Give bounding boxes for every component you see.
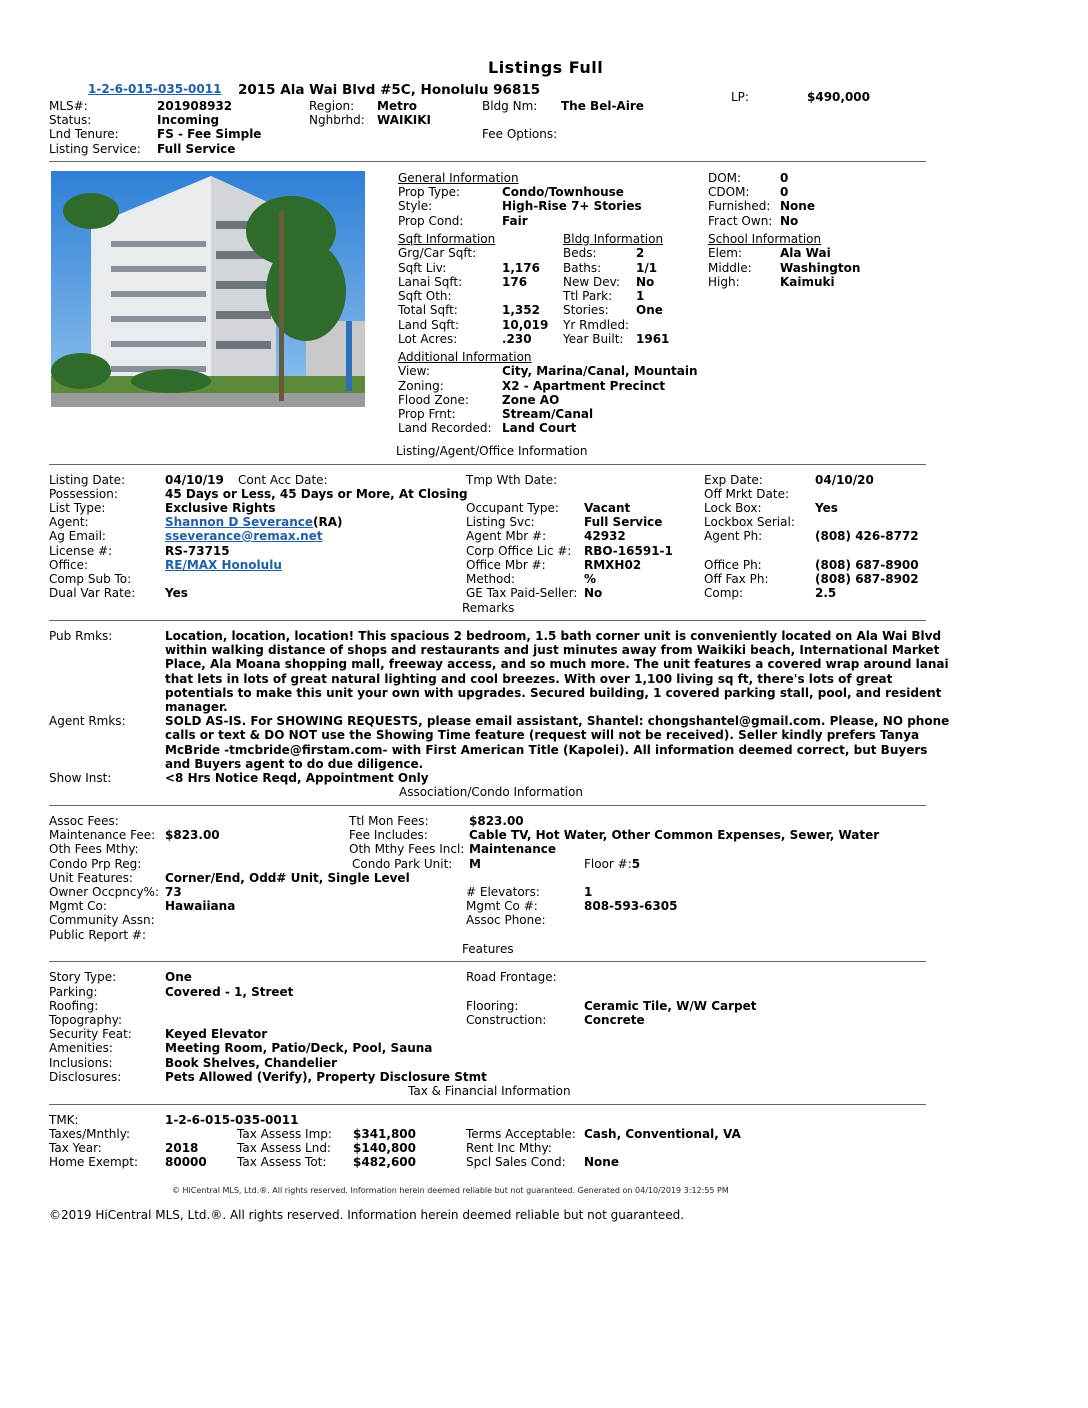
possession-label: Possession:: [49, 487, 118, 501]
comp-label: Comp:: [704, 586, 744, 600]
high-label: High:: [708, 275, 740, 289]
list-type-value: Exclusive Rights: [165, 501, 276, 515]
lock-box-value: Yes: [815, 501, 838, 515]
office-label: Office:: [49, 558, 89, 572]
condo-prp-reg-label: Condo Prp Reg:: [49, 857, 142, 871]
land-recorded-value: Land Court: [502, 421, 577, 435]
agent-ph-value: (808) 426-8772: [815, 529, 919, 543]
tax-year-value: 2018: [165, 1141, 199, 1155]
view-value: City, Marina/Canal, Mountain: [502, 364, 698, 378]
ttl-mon-fees-label: Ttl Mon Fees:: [349, 814, 429, 828]
disclosures-value: Pets Allowed (Verify), Property Disclosure Stmt: [165, 1070, 487, 1084]
year-built-label: Year Built:: [563, 332, 624, 346]
owner-occpncy-value: 73: [165, 885, 182, 899]
land-sqft-label: Land Sqft:: [398, 318, 460, 332]
tmk-link[interactable]: 1-2-6-015-035-0011: [88, 82, 222, 96]
story-type-value: One: [165, 970, 192, 984]
road-frontage-label: Road Frontage:: [466, 970, 557, 984]
year-built-value: 1961: [636, 332, 670, 346]
floor-number-field: [584, 857, 640, 871]
exp-date-value: 04/10/20: [815, 473, 874, 487]
pub-rmks-line: within walking distance of shops and restaurants and just minutes away from Waikiki beach, International Market: [165, 643, 940, 657]
community-assn-label: Community Assn:: [49, 913, 155, 927]
total-sqft-label: Total Sqft:: [398, 303, 458, 317]
ttl-mon-fees-value: $823.00: [469, 814, 524, 828]
office-mbr-value: RMXH02: [584, 558, 642, 572]
section-heading-features: Features: [462, 942, 514, 956]
middle-value: Washington: [780, 261, 861, 275]
total-sqft-value: 1,352: [502, 303, 540, 317]
amenities-label: Amenities:: [49, 1041, 113, 1055]
home-exempt-label: Home Exempt:: [49, 1155, 139, 1169]
divider: [49, 161, 926, 162]
terms-acceptable-value: Cash, Conventional, VA: [584, 1127, 741, 1141]
inclusions-value: Book Shelves, Chandelier: [165, 1056, 338, 1070]
beds-label: Beds:: [563, 246, 597, 260]
general-info-heading: General Information: [398, 171, 519, 185]
mgmt-co-number-label: Mgmt Co #:: [466, 899, 538, 913]
bldg-info-heading: Bldg Information: [563, 232, 664, 246]
flooring-value: Ceramic Tile, W/W Carpet: [584, 999, 757, 1013]
agent-field: [165, 515, 343, 529]
agent-mbr-label: Agent Mbr #:: [466, 529, 547, 543]
tax-assess-imp-label: Tax Assess Imp:: [237, 1127, 332, 1141]
section-heading-lao: Listing/Agent/Office Information: [396, 444, 588, 458]
tax-assess-imp-value: $341,800: [353, 1127, 417, 1141]
home-exempt-value: 80000: [165, 1155, 207, 1169]
sqft-liv-value: 1,176: [502, 261, 540, 275]
status-value: Incoming: [157, 113, 220, 127]
listing-date-label: Listing Date:: [49, 473, 126, 487]
sqft-info-heading: Sqft Information: [398, 232, 496, 246]
fract-own-value: No: [780, 214, 799, 228]
pub-rmks-label: Pub Rmks:: [49, 629, 113, 643]
divider: [49, 620, 926, 621]
divider: [49, 805, 926, 806]
tenure-value: FS - Fee Simple: [157, 127, 262, 141]
disclosures-label: Disclosures:: [49, 1070, 122, 1084]
sqft-oth-label: Sqft Oth:: [398, 289, 452, 303]
agent-label: Agent:: [49, 515, 89, 529]
pub-rmks-line: Place, Ala Moana shopping mall, freeway access, and so much more. The unit features a covered wrap around lanai: [165, 657, 949, 671]
elevators-label: # Elevators:: [466, 885, 540, 899]
prop-frnt-label: Prop Frnt:: [398, 407, 456, 421]
comp-value: 2.5: [815, 586, 837, 600]
show-inst-label: Show Inst:: [49, 771, 112, 785]
pub-rmks-line: Location, location, location! This spacious 2 bedroom, 1.5 bath corner unit is conveniently located on Ala Wai Blvd: [165, 629, 942, 643]
agent-email-label: Ag Email:: [49, 529, 106, 543]
elem-value: Ala Wai: [780, 246, 831, 260]
page-title: Listings Full: [488, 58, 604, 77]
owner-occpncy-label: Owner Occpncy%:: [49, 885, 160, 899]
status-label: Status:: [49, 113, 92, 127]
service-value: Full Service: [157, 142, 236, 156]
condo-park-unit-label: Condo Park Unit:: [352, 857, 453, 871]
off-mrkt-date-label: Off Mrkt Date:: [704, 487, 790, 501]
divider: [49, 464, 926, 465]
view-label: View:: [398, 364, 430, 378]
unit-features-label: Unit Features:: [49, 871, 133, 885]
style-label: Style:: [398, 199, 433, 213]
divider: [49, 961, 926, 962]
list-type-label: List Type:: [49, 501, 106, 515]
floor-number-value: 5: [631, 857, 641, 871]
divider: [49, 1104, 926, 1105]
stories-value: One: [636, 303, 663, 317]
lp-label: LP:: [731, 90, 749, 104]
stories-label: Stories:: [563, 303, 609, 317]
listing-date-value: 04/10/19: [165, 473, 224, 487]
assoc-phone-label: Assoc Phone:: [466, 913, 546, 927]
sqft-liv-label: Sqft Liv:: [398, 261, 447, 275]
tmp-wth-date-label: Tmp Wth Date:: [466, 473, 558, 487]
office-ph-label: Office Ph:: [704, 558, 762, 572]
unit-features-value: Corner/End, Odd# Unit, Single Level: [165, 871, 410, 885]
security-feat-value: Keyed Elevator: [165, 1027, 268, 1041]
occupant-type-value: Vacant: [584, 501, 631, 515]
furnished-value: None: [780, 199, 815, 213]
land-sqft-value: 10,019: [502, 318, 549, 332]
style-value: High-Rise 7+ Stories: [502, 199, 642, 213]
office-ph-value: (808) 687-8900: [815, 558, 919, 572]
section-heading-remarks: Remarks: [462, 601, 515, 615]
zoning-value: X2 - Apartment Precinct: [502, 379, 666, 393]
new-dev-value: No: [636, 275, 655, 289]
dom-value: 0: [780, 171, 789, 185]
nghbrhd-value: WAIKIKI: [377, 113, 431, 127]
occupant-type-label: Occupant Type:: [466, 501, 559, 515]
agent-rmks-line: McBride -tmcbride@firstam.com- with First American Title (Kapolei). All information deemed correct, but Buyers: [165, 743, 928, 757]
school-info-heading: School Information: [708, 232, 822, 246]
dual-var-rate-label: Dual Var Rate:: [49, 586, 136, 600]
prop-cond-value: Fair: [502, 214, 528, 228]
tax-assess-tot-label: Tax Assess Tot:: [237, 1155, 327, 1169]
elem-label: Elem:: [708, 246, 743, 260]
prop-type-value: Condo/Townhouse: [502, 185, 624, 199]
agent-rmks-label: Agent Rmks:: [49, 714, 126, 728]
agent-rmks-line: calls or text & DO NOT use the Showing Time feature (request will not be received). Seller kindly prefers Tanya: [165, 728, 920, 742]
agent-ph-label: Agent Ph:: [704, 529, 763, 543]
maintenance-fee-value: $823.00: [165, 828, 220, 842]
rent-inc-label: Rent Inc Mthy:: [466, 1141, 552, 1155]
lp-value: $490,000: [807, 90, 871, 104]
off-fax-value: (808) 687-8902: [815, 572, 919, 586]
method-value: %: [584, 572, 597, 586]
cdom-label: CDOM:: [708, 185, 750, 199]
yr-rmdled-label: Yr Rmdled:: [563, 318, 630, 332]
oth-fees-label: Oth Fees Mthy:: [49, 842, 139, 856]
tax-assess-lnd-label: Tax Assess Lnd:: [237, 1141, 331, 1155]
ge-tax-value: No: [584, 586, 603, 600]
mgmt-co-value: Hawaiiana: [165, 899, 236, 913]
lot-acres-label: Lot Acres:: [398, 332, 458, 346]
tenure-label: Lnd Tenure:: [49, 127, 119, 141]
region-value: Metro: [377, 99, 417, 113]
lanai-sqft-label: Lanai Sqft:: [398, 275, 463, 289]
flood-zone-value: Zone AO: [502, 393, 560, 407]
mgmt-co-label: Mgmt Co:: [49, 899, 107, 913]
tmk-label: TMK:: [49, 1113, 79, 1127]
beds-value: 2: [636, 246, 645, 260]
taxes-mnthly-label: Taxes/Mnthly:: [49, 1127, 130, 1141]
flood-zone-label: Flood Zone:: [398, 393, 469, 407]
office-link[interactable]: RE/MAX Honolulu: [165, 558, 282, 572]
inclusions-label: Inclusions:: [49, 1056, 113, 1070]
section-heading-assoc: Association/Condo Information: [399, 785, 583, 799]
dom-label: DOM:: [708, 171, 742, 185]
security-feat-label: Security Feat:: [49, 1027, 132, 1041]
lock-box-label: Lock Box:: [704, 501, 762, 515]
tax-year-label: Tax Year:: [49, 1141, 102, 1155]
parking-label: Parking:: [49, 985, 98, 999]
grg-sqft-label: Grg/Car Sqft:: [398, 246, 477, 260]
license-value: RS-73715: [165, 544, 230, 558]
prop-frnt-value: Stream/Canal: [502, 407, 594, 421]
possession-value: 45 Days or Less, 45 Days or More, At Closing: [165, 487, 468, 501]
footer-copyright: ©2019 HiCentral MLS, Ltd.®. All rights reserved. Information herein deemed reliable but not guaranteed.: [49, 1208, 685, 1222]
roofing-label: Roofing:: [49, 999, 99, 1013]
spcl-sales-value: None: [584, 1155, 619, 1169]
agent-rmks-line: and Buyers agent to do due diligence.: [165, 757, 424, 771]
baths-label: Baths:: [563, 261, 602, 275]
lanai-sqft-value: 176: [502, 275, 528, 289]
cdom-value: 0: [780, 185, 789, 199]
elevators-value: 1: [584, 885, 593, 899]
mls-label: MLS#:: [49, 99, 88, 113]
cont-acc-date-label: Cont Acc Date:: [238, 473, 328, 487]
nghbrhd-label: Nghbrhd:: [309, 113, 365, 127]
oth-mthy-fees-value: Maintenance: [469, 842, 557, 856]
property-photo: [51, 171, 365, 407]
prop-cond-label: Prop Cond:: [398, 214, 464, 228]
section-heading-tax: Tax & Financial Information: [408, 1084, 571, 1098]
tmk-value: 1-2-6-015-035-0011: [165, 1113, 299, 1127]
fee-includes-value: Cable TV, Hot Water, Other Common Expenses, Sewer, Water: [469, 828, 880, 842]
method-label: Method:: [466, 572, 516, 586]
property-address: 2015 Ala Wai Blvd #5C, Honolulu 96815: [238, 82, 541, 98]
floor-number-label: Floor #:: [584, 857, 632, 871]
ge-tax-label: GE Tax Paid-Seller:: [466, 586, 578, 600]
agent-link[interactable]: Shannon D Severance: [165, 515, 314, 529]
flooring-label: Flooring:: [466, 999, 519, 1013]
land-recorded-label: Land Recorded:: [398, 421, 492, 435]
lockbox-serial-label: Lockbox Serial:: [704, 515, 795, 529]
listing-svc-label: Listing Svc:: [466, 515, 535, 529]
public-report-label: Public Report #:: [49, 928, 147, 942]
additional-info-heading: Additional Information: [398, 350, 532, 364]
bldg-name-label: Bldg Nm:: [482, 99, 538, 113]
mls-value: 201908932: [157, 99, 233, 113]
region-label: Region:: [309, 99, 355, 113]
maintenance-fee-label: Maintenance Fee:: [49, 828, 156, 842]
lot-acres-value: .230: [502, 332, 532, 346]
bldg-name-value: The Bel-Aire: [561, 99, 644, 113]
fract-own-label: Fract Own:: [708, 214, 773, 228]
fee-includes-label: Fee Includes:: [349, 828, 428, 842]
condo-park-unit-value: M: [469, 857, 481, 871]
topography-label: Topography:: [49, 1013, 122, 1027]
tax-assess-tot-value: $482,600: [353, 1155, 417, 1169]
ttl-park-label: Ttl Park:: [563, 289, 613, 303]
baths-value: 1/1: [636, 261, 658, 275]
show-inst-value: <8 Hrs Notice Reqd, Appointment Only: [165, 771, 429, 785]
construction-label: Construction:: [466, 1013, 547, 1027]
off-fax-label: Off Fax Ph:: [704, 572, 769, 586]
agent-mbr-value: 42932: [584, 529, 626, 543]
oth-mthy-fees-label: Oth Mthy Fees Incl:: [349, 842, 465, 856]
agent-suffix: (RA): [313, 515, 343, 529]
corp-office-lic-label: Corp Office Lic #:: [466, 544, 572, 558]
zoning-label: Zoning:: [398, 379, 444, 393]
terms-acceptable-label: Terms Acceptable:: [466, 1127, 576, 1141]
listing-svc-value: Full Service: [584, 515, 663, 529]
new-dev-label: New Dev:: [563, 275, 621, 289]
license-label: License #:: [49, 544, 113, 558]
amenities-value: Meeting Room, Patio/Deck, Pool, Sauna: [165, 1041, 433, 1055]
story-type-label: Story Type:: [49, 970, 117, 984]
dual-var-rate-value: Yes: [165, 586, 188, 600]
assoc-fees-label: Assoc Fees:: [49, 814, 119, 828]
pub-rmks-line: that lets in lots of great natural lighting and cool breezes. With over 1,100 living sq ft, there's lots of great: [165, 672, 893, 686]
high-value: Kaimuki: [780, 275, 835, 289]
tax-assess-lnd-value: $140,800: [353, 1141, 417, 1155]
middle-label: Middle:: [708, 261, 752, 275]
furnished-label: Furnished:: [708, 199, 771, 213]
ttl-park-value: 1: [636, 289, 645, 303]
fee-options-label: Fee Options:: [482, 127, 558, 141]
footer-generated: © HiCentral MLS, Ltd.®. All rights reserved. Information herein deemed reliable but not guaranteed. Generated on 04/10/2019 3:12:55 PM: [172, 1186, 729, 1195]
office-mbr-label: Office Mbr #:: [466, 558, 546, 572]
prop-type-label: Prop Type:: [398, 185, 461, 199]
exp-date-label: Exp Date:: [704, 473, 763, 487]
parking-value: Covered - 1, Street: [165, 985, 294, 999]
corp-office-lic-value: RBO-16591-1: [584, 544, 673, 558]
spcl-sales-label: Spcl Sales Cond:: [466, 1155, 566, 1169]
agent-email-link[interactable]: sseverance@remax.net: [165, 529, 323, 543]
pub-rmks-line: manager.: [165, 700, 228, 714]
agent-rmks-line: SOLD AS-IS. For SHOWING REQUESTS, please email assistant, Shantel: chongshantel@gmail.com. Please, NO phone: [165, 714, 950, 728]
service-label: Listing Service:: [49, 142, 141, 156]
mgmt-co-number-value: 808-593-6305: [584, 899, 678, 913]
construction-value: Concrete: [584, 1013, 645, 1027]
pub-rmks-line: potentials to make this unit your own with upgrades. Secured building, 1 covered parking stall, pool, and resident: [165, 686, 942, 700]
comp-sub-to-label: Comp Sub To:: [49, 572, 132, 586]
